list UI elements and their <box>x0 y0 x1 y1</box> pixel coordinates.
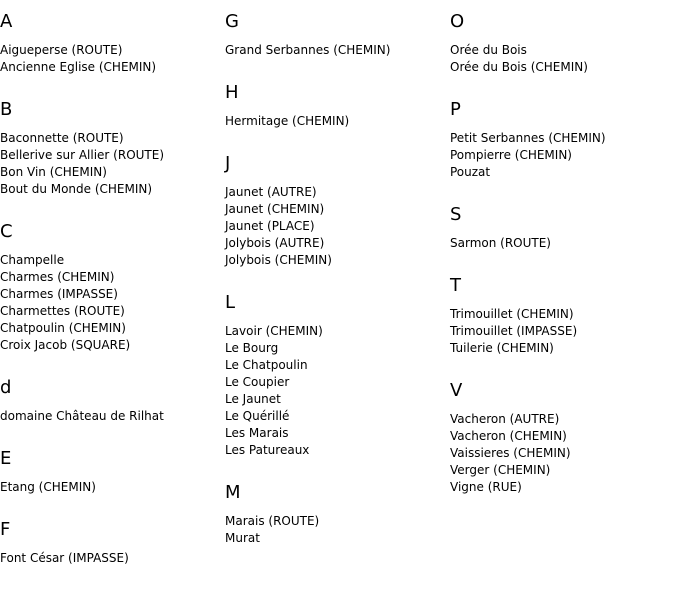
street-name: Le Bourg <box>225 341 279 355</box>
street-name: Sarmon (ROUTE) <box>450 236 551 250</box>
letter-group <box>450 205 675 276</box>
street-name: Vigne (RUE) <box>450 480 522 494</box>
letter-group <box>225 293 450 483</box>
street-name: Hermitage (CHEMIN) <box>225 114 350 128</box>
street-list <box>225 42 450 59</box>
letter-group <box>225 154 450 293</box>
street-name: Le Jaunet <box>225 392 281 406</box>
group-spacer <box>0 76 225 100</box>
letter-group <box>0 100 225 222</box>
letter-group <box>0 222 225 378</box>
street-list <box>225 113 450 130</box>
street-name: Vaissieres (CHEMIN) <box>450 446 571 460</box>
letter-group <box>225 483 450 547</box>
street-list <box>225 323 450 459</box>
street-list <box>450 235 675 252</box>
section-letter: F <box>0 519 11 540</box>
letter-group <box>450 276 675 381</box>
street-name: Chatpoulin (CHEMIN) <box>0 321 126 335</box>
street-list <box>0 252 225 354</box>
street-name: Marais (ROUTE) <box>225 514 320 528</box>
street-list <box>0 550 225 567</box>
group-spacer <box>225 130 450 154</box>
street-name: Lavoir (CHEMIN) <box>225 324 323 338</box>
section-letter: H <box>225 82 239 103</box>
letter-group <box>450 12 675 100</box>
street-name: Orée du Bois (CHEMIN) <box>450 60 588 74</box>
letter-group <box>450 100 675 205</box>
street-name: Vacheron (CHEMIN) <box>450 429 567 443</box>
section-letter: L <box>225 292 236 313</box>
street-name: Jaunet (CHEMIN) <box>225 202 325 216</box>
group-spacer <box>0 354 225 378</box>
letter-group <box>0 520 225 567</box>
street-name: Pouzat <box>450 165 491 179</box>
street-name: domaine Château de Rilhat <box>0 409 164 423</box>
street-name: Tuilerie (CHEMIN) <box>450 341 554 355</box>
index-column-1 <box>0 12 225 567</box>
street-name: Etang (CHEMIN) <box>0 480 96 494</box>
letter-group <box>225 12 450 83</box>
street-list <box>450 306 675 357</box>
street-name: Font César (IMPASSE) <box>0 551 129 565</box>
street-name: Les Patureaux <box>225 443 310 457</box>
index-column-2 <box>225 12 450 547</box>
street-name: Orée du Bois <box>450 43 527 57</box>
group-spacer <box>450 357 675 381</box>
letter-group <box>0 12 225 100</box>
section-letter: S <box>450 204 462 225</box>
group-spacer <box>450 76 675 100</box>
section-letter: A <box>0 11 13 32</box>
section-letter: d <box>0 377 12 398</box>
section-letter: V <box>450 380 463 401</box>
street-name: Jaunet (AUTRE) <box>225 185 317 199</box>
street-name: Petit Serbannes (CHEMIN) <box>450 131 606 145</box>
street-name: Ancienne Eglise (CHEMIN) <box>0 60 157 74</box>
street-name: Bout du Monde (CHEMIN) <box>0 182 153 196</box>
street-list <box>450 42 675 76</box>
street-name: Verger (CHEMIN) <box>450 463 551 477</box>
street-name: Trimouillet (CHEMIN) <box>450 307 574 321</box>
letter-group <box>225 83 450 154</box>
street-list <box>0 130 225 198</box>
street-name: Grand Serbannes (CHEMIN) <box>225 43 391 57</box>
index-column-3 <box>450 12 675 496</box>
street-list <box>225 184 450 269</box>
group-spacer <box>450 181 675 205</box>
street-list <box>0 408 225 425</box>
street-name: Baconnette (ROUTE) <box>0 131 124 145</box>
street-list <box>450 411 675 496</box>
street-list <box>225 513 450 547</box>
group-spacer <box>225 269 450 293</box>
street-name: Vacheron (AUTRE) <box>450 412 560 426</box>
street-name: Charmes (IMPASSE) <box>0 287 118 301</box>
section-letter: J <box>225 153 231 174</box>
street-name: Jolybois (CHEMIN) <box>225 253 332 267</box>
group-spacer <box>450 252 675 276</box>
section-letter: O <box>450 11 465 32</box>
letter-group <box>450 381 675 496</box>
section-letter: T <box>450 275 461 296</box>
section-letter: B <box>0 99 13 120</box>
group-spacer <box>0 496 225 520</box>
street-name: Le Quérillé <box>225 409 290 423</box>
street-name: Les Marais <box>225 426 289 440</box>
street-name: Aigueperse (ROUTE) <box>0 43 123 57</box>
street-list <box>0 42 225 76</box>
street-name: Champelle <box>0 253 65 267</box>
street-name: Le Chatpoulin <box>225 358 308 372</box>
street-name: Trimouillet (IMPASSE) <box>450 324 578 338</box>
street-name: Bon Vin (CHEMIN) <box>0 165 107 179</box>
street-name: Le Coupier <box>225 375 290 389</box>
street-name: Charmes (CHEMIN) <box>0 270 115 284</box>
group-spacer <box>0 425 225 449</box>
street-name: Charmettes (ROUTE) <box>0 304 125 318</box>
street-name: Bellerive sur Allier (ROUTE) <box>0 148 165 162</box>
letter-group <box>0 449 225 520</box>
street-name: Jaunet (PLACE) <box>225 219 315 233</box>
street-name: Pompierre (CHEMIN) <box>450 148 572 162</box>
street-name: Murat <box>225 531 260 545</box>
section-letter: E <box>0 448 12 469</box>
group-spacer <box>225 59 450 83</box>
street-list <box>450 130 675 181</box>
section-letter: G <box>225 11 239 32</box>
section-letter: M <box>225 482 241 503</box>
street-name: Croix Jacob (SQUARE) <box>0 338 131 352</box>
street-name: Jolybois (AUTRE) <box>225 236 325 250</box>
street-list <box>0 479 225 496</box>
group-spacer <box>225 459 450 483</box>
letter-group <box>0 378 225 449</box>
section-letter: C <box>0 221 13 242</box>
section-letter: P <box>450 99 461 120</box>
group-spacer <box>0 198 225 222</box>
